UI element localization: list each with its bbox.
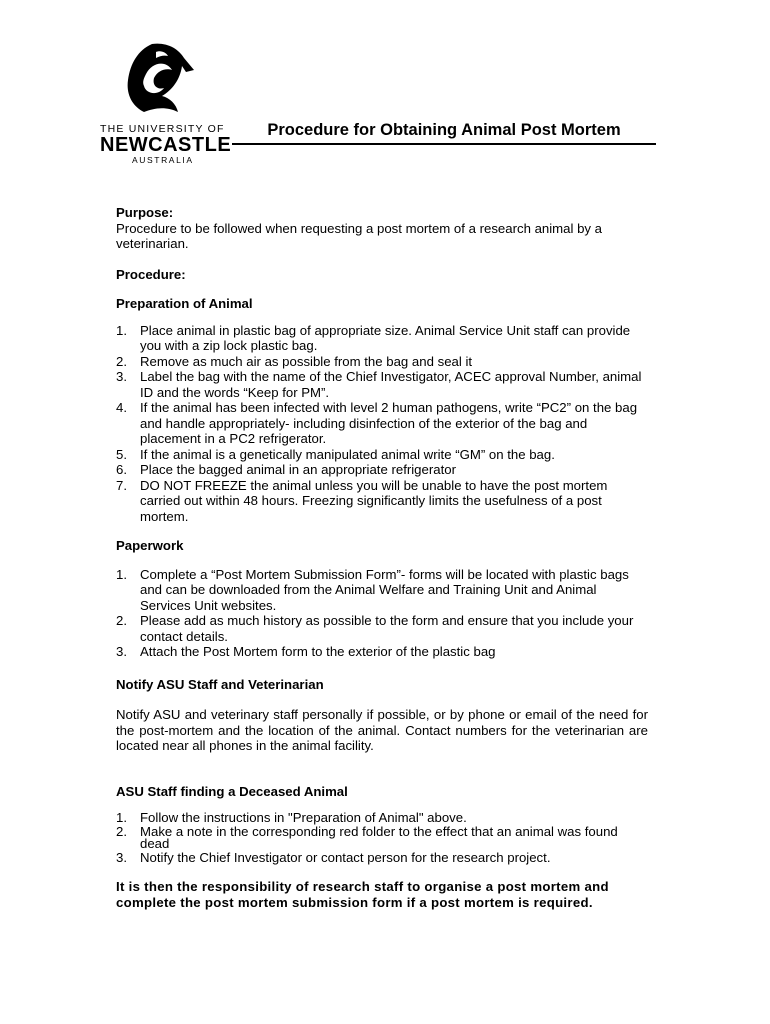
list-number: 1. (116, 810, 127, 825)
list-item-text: If the animal has been infected with level 2 human pathogens, write “PC2” on the bag and handle appropriately- including disinfection of the exterior of the bag and placement in a PC2 refrigerator. (140, 400, 638, 446)
list-item (116, 323, 648, 354)
list-item-text: Follow the instructions in "Preparation of Animal" above. (140, 810, 467, 825)
list-number: 2. (116, 613, 127, 628)
list-number: 4. (116, 400, 127, 415)
list-item-text: DO NOT FREEZE the animal unless you will be unable to have the post mortem carried out within 48 hours. Freezing significantly limits the usefulness of a post mortem. (140, 477, 608, 524)
list-item-text: Complete a “Post Mortem Submission Form”- forms will be located with plastic bags and can be downloaded from the Animal Welfare and Training Unit and Animal Services Unit websites. (140, 566, 629, 613)
paperwork-heading: Paperwork (116, 538, 184, 553)
purpose-heading: Purpose: (116, 205, 174, 220)
list-number: 7. (116, 477, 127, 493)
list-item (116, 354, 648, 370)
list-item (116, 644, 648, 660)
list-item (116, 462, 648, 478)
list-number: 1. (116, 322, 127, 338)
list-number: 1. (116, 566, 127, 582)
logo-text-line1: THE UNIVERSITY OF (100, 123, 225, 135)
list-number: 6. (116, 462, 127, 477)
list-item (116, 812, 648, 824)
document-body (116, 205, 648, 910)
notify-heading: Notify ASU Staff and Veterinarian (116, 676, 324, 692)
list-item (116, 852, 648, 864)
deceased-heading: ASU Staff finding a Deceased Animal (116, 783, 348, 799)
list-item-text: Please add as much history as possible to the form and ensure that you include your contact details. (140, 613, 634, 644)
list-number: 3. (116, 850, 127, 865)
list-number: 3. (116, 369, 127, 384)
list-item-text: If the animal is a genetically manipulated animal write “GM” on the bag. (140, 446, 555, 462)
final-statement: It is then the responsibility of research staff to organise a post mortem and complete the post mortem submission form if a post mortem is required. (116, 879, 609, 910)
list-item (116, 369, 648, 400)
logo-text-line2: NEWCASTLE (100, 134, 232, 156)
list-item (116, 567, 648, 614)
list-number: 3. (116, 644, 127, 659)
preparation-list (116, 323, 648, 525)
deceased-list (116, 812, 648, 864)
preparation-heading: Preparation of Animal (116, 296, 253, 311)
list-item-text: Attach the Post Mortem form to the exterior of the plastic bag (140, 644, 496, 659)
document-title: Procedure for Obtaining Animal Post Mortem (232, 121, 656, 145)
list-item-text: Make a note in the corresponding red folder to the effect that an animal was found dead (140, 824, 618, 851)
list-item (116, 613, 648, 644)
list-item (116, 400, 648, 447)
list-number: 5. (116, 446, 127, 462)
notify-text: Notify ASU and veterinary staff personally if possible, or by phone or email of the need for the post-mortem and the location of the animal. Contact numbers for the veterinarian are located near all phones in the animal facility. (116, 707, 648, 753)
list-item (116, 826, 648, 850)
list-item (116, 478, 648, 525)
list-number: 2. (116, 353, 127, 369)
logo-text-line3: AUSTRALIA (132, 155, 194, 165)
list-item-text: Place the bagged animal in an appropriate refrigerator (140, 462, 456, 477)
procedure-heading: Procedure: (116, 266, 186, 282)
university-logo (100, 40, 230, 166)
list-item-text: Notify the Chief Investigator or contact person for the research project. (140, 850, 551, 865)
list-item-text: Place animal in plastic bag of appropriate size. Animal Service Unit staff can provide you with a zip lock plastic bag. (140, 322, 631, 353)
purpose-text: Procedure to be followed when requesting a post mortem of a research animal by a veterinarian. (116, 220, 603, 251)
list-item (116, 447, 648, 463)
list-item-text: Remove as much air as possible from the bag and seal it (140, 353, 473, 369)
list-item-text: Label the bag with the name of the Chief Investigator, ACEC approval Number, animal ID and the words “Keep for PM”. (140, 369, 642, 400)
list-number: 2. (116, 824, 127, 839)
seahorse-crest-icon (122, 40, 196, 116)
paperwork-list (116, 567, 648, 660)
